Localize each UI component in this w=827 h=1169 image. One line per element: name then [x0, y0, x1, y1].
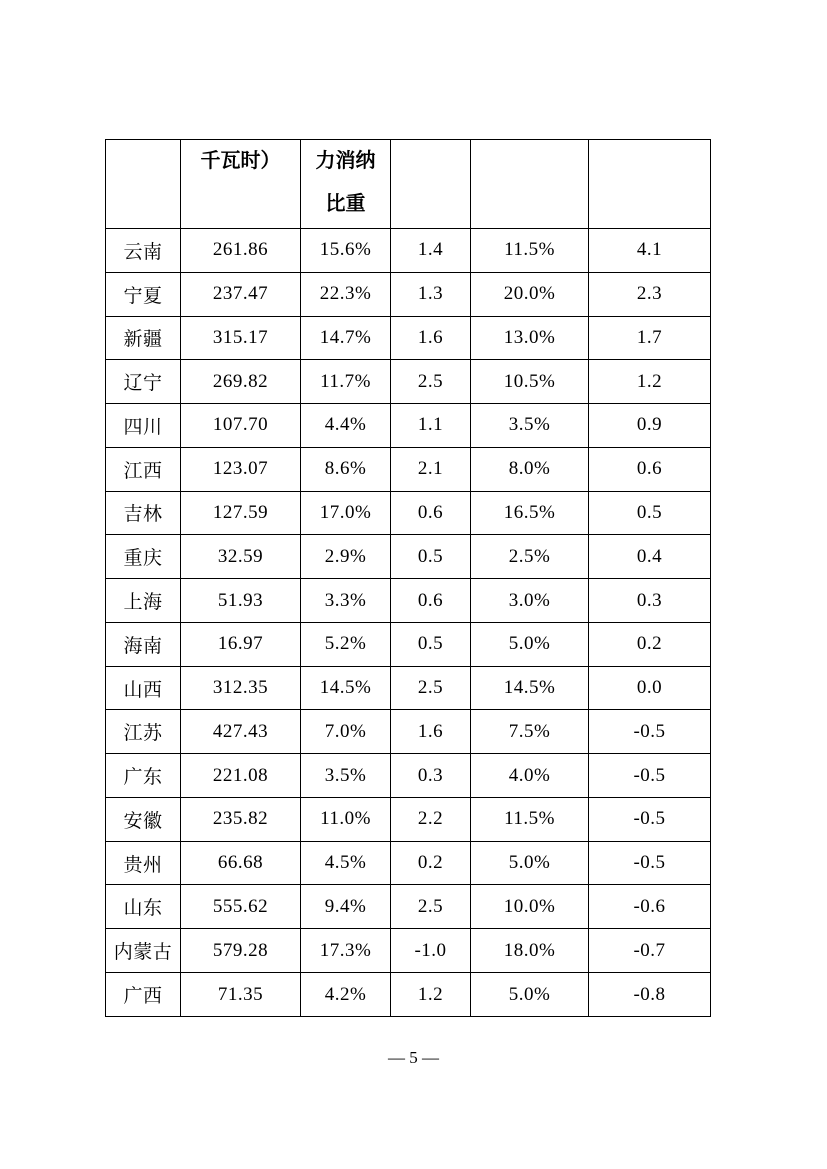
table-cell: -0.5: [589, 841, 711, 885]
table-cell: -0.6: [589, 885, 711, 929]
table-cell: 22.3%: [301, 272, 391, 316]
table-row: [106, 404, 711, 448]
table-cell: 15.6%: [301, 229, 391, 273]
table-cell: 51.93: [181, 579, 301, 623]
data-table: [105, 139, 711, 1017]
table-cell: 11.5%: [471, 229, 589, 273]
table-row: [106, 841, 711, 885]
table-cell: 2.1: [391, 447, 471, 491]
region-cell: 内蒙古: [106, 929, 181, 973]
table-cell: 4.4%: [301, 404, 391, 448]
table-cell: 9.4%: [301, 885, 391, 929]
table-cell: 1.3: [391, 272, 471, 316]
table-row: [106, 754, 711, 798]
table-cell: 2.5: [391, 666, 471, 710]
table-cell: 1.2: [391, 973, 471, 1017]
table-cell: 7.0%: [301, 710, 391, 754]
table-row: [106, 535, 711, 579]
table-cell: 1.6: [391, 316, 471, 360]
table-cell: 10.5%: [471, 360, 589, 404]
table-cell: 4.2%: [301, 973, 391, 1017]
table-cell: 3.5%: [471, 404, 589, 448]
table-cell: 10.0%: [471, 885, 589, 929]
table-cell: 0.4: [589, 535, 711, 579]
table-row: [106, 797, 711, 841]
region-cell: 辽宁: [106, 360, 181, 404]
table-cell: 0.6: [391, 491, 471, 535]
table-header-cell: [301, 140, 391, 229]
table-cell: 312.35: [181, 666, 301, 710]
table-row: [106, 491, 711, 535]
table-cell: -0.5: [589, 797, 711, 841]
table-cell: 0.2: [589, 622, 711, 666]
table-cell: 16.97: [181, 622, 301, 666]
region-cell: 贵州: [106, 841, 181, 885]
table-cell: 2.5: [391, 885, 471, 929]
table-cell: 16.5%: [471, 491, 589, 535]
table-cell: 2.2: [391, 797, 471, 841]
table-header-row: [106, 140, 711, 229]
table-cell: 5.0%: [471, 622, 589, 666]
table-cell: 3.3%: [301, 579, 391, 623]
table-cell: 17.0%: [301, 491, 391, 535]
table-cell: 1.7: [589, 316, 711, 360]
table-cell: 3.0%: [471, 579, 589, 623]
table-header-cell: [106, 140, 181, 229]
table-row: [106, 272, 711, 316]
table-cell: 315.17: [181, 316, 301, 360]
table-cell: 11.0%: [301, 797, 391, 841]
table-cell: 0.5: [391, 622, 471, 666]
region-cell: 宁夏: [106, 272, 181, 316]
table-cell: -1.0: [391, 929, 471, 973]
table-cell: 0.2: [391, 841, 471, 885]
table-row: [106, 316, 711, 360]
table-cell: 261.86: [181, 229, 301, 273]
table-row: [106, 622, 711, 666]
region-cell: 山东: [106, 885, 181, 929]
table-cell: 32.59: [181, 535, 301, 579]
table-cell: 8.6%: [301, 447, 391, 491]
table-cell: 7.5%: [471, 710, 589, 754]
region-cell: 广东: [106, 754, 181, 798]
table-header-text: 千瓦时）: [200, 150, 281, 172]
table-cell: 4.5%: [301, 841, 391, 885]
table-cell: 1.6: [391, 710, 471, 754]
table-cell: 0.0: [589, 666, 711, 710]
table-cell: 11.7%: [301, 360, 391, 404]
table-cell: -0.8: [589, 973, 711, 1017]
table-cell: 5.0%: [471, 841, 589, 885]
table-cell: 0.5: [589, 491, 711, 535]
region-cell: 安徽: [106, 797, 181, 841]
region-cell: 云南: [106, 229, 181, 273]
table-cell: 13.0%: [471, 316, 589, 360]
region-cell: 江苏: [106, 710, 181, 754]
table-header-cell: [181, 140, 301, 229]
region-cell: 山西: [106, 666, 181, 710]
region-cell: 新疆: [106, 316, 181, 360]
table-cell: 1.4: [391, 229, 471, 273]
table-cell: 4.1: [589, 229, 711, 273]
table-cell: 1.1: [391, 404, 471, 448]
table-cell: 17.3%: [301, 929, 391, 973]
table-header-cell: [471, 140, 589, 229]
table-cell: 14.5%: [301, 666, 391, 710]
table-cell: 269.82: [181, 360, 301, 404]
table-cell: 0.3: [589, 579, 711, 623]
table-cell: 8.0%: [471, 447, 589, 491]
table-header-cell: [589, 140, 711, 229]
table-cell: 66.68: [181, 841, 301, 885]
table-cell: 18.0%: [471, 929, 589, 973]
region-cell: 广西: [106, 973, 181, 1017]
table-row: [106, 710, 711, 754]
table-cell: 14.7%: [301, 316, 391, 360]
table-cell: 0.3: [391, 754, 471, 798]
table-cell: 11.5%: [471, 797, 589, 841]
table-cell: 235.82: [181, 797, 301, 841]
region-cell: 四川: [106, 404, 181, 448]
table-cell: 0.6: [589, 447, 711, 491]
table-cell: 555.62: [181, 885, 301, 929]
table-cell: 579.28: [181, 929, 301, 973]
region-cell: 海南: [106, 622, 181, 666]
table-cell: 0.5: [391, 535, 471, 579]
table-header-text: 比重: [325, 193, 366, 215]
table-cell: 4.0%: [471, 754, 589, 798]
table-header-cell: [391, 140, 471, 229]
table-cell: 14.5%: [471, 666, 589, 710]
table-cell: 3.5%: [301, 754, 391, 798]
page-number: — 5 —: [388, 1048, 439, 1067]
table-cell: 107.70: [181, 404, 301, 448]
table-cell: 2.3: [589, 272, 711, 316]
region-cell: 江西: [106, 447, 181, 491]
table-header-text: 力消纳: [315, 150, 376, 172]
region-cell: 重庆: [106, 535, 181, 579]
table-cell: 2.5%: [471, 535, 589, 579]
table-row: [106, 229, 711, 273]
table-row: [106, 666, 711, 710]
table-cell: 427.43: [181, 710, 301, 754]
table-cell: 2.5: [391, 360, 471, 404]
table-row: [106, 973, 711, 1017]
region-cell: 上海: [106, 579, 181, 623]
table-cell: 20.0%: [471, 272, 589, 316]
table-row: [106, 447, 711, 491]
table-row: [106, 929, 711, 973]
table-cell: 237.47: [181, 272, 301, 316]
region-cell: 吉林: [106, 491, 181, 535]
table-cell: -0.5: [589, 710, 711, 754]
table-cell: 123.07: [181, 447, 301, 491]
table-cell: 0.6: [391, 579, 471, 623]
table-cell: -0.5: [589, 754, 711, 798]
table-cell: 0.9: [589, 404, 711, 448]
table-cell: 2.9%: [301, 535, 391, 579]
table-cell: 221.08: [181, 754, 301, 798]
table-cell: 1.2: [589, 360, 711, 404]
table-cell: 71.35: [181, 973, 301, 1017]
table-cell: 5.2%: [301, 622, 391, 666]
table-row: [106, 360, 711, 404]
table-cell: 5.0%: [471, 973, 589, 1017]
table-cell: 127.59: [181, 491, 301, 535]
table-cell: -0.7: [589, 929, 711, 973]
table-row: [106, 579, 711, 623]
table-row: [106, 885, 711, 929]
